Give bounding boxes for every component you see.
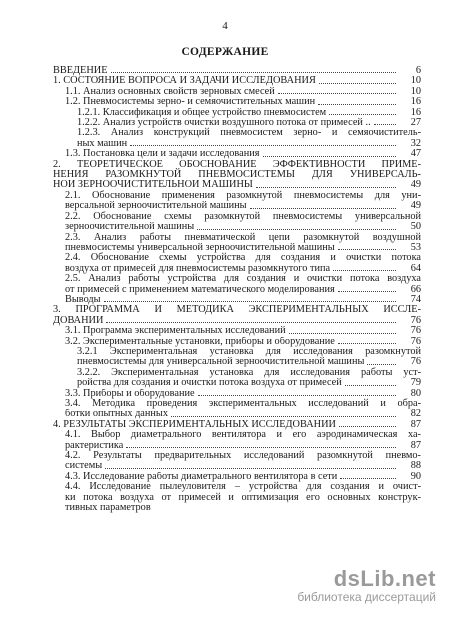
dot-leader: [367, 364, 396, 365]
dot-leader: [338, 291, 396, 292]
dot-leader: [111, 72, 396, 73]
toc-entry-text: 1.2.1. Классификация и общее устройство пневмосистем: [77, 107, 327, 118]
toc-entry-text: пневмосистемы универсальной зерноочистительной машины: [65, 242, 335, 253]
toc-entry: [53, 76, 421, 86]
watermark-subtitle: библиотека диссертаций: [297, 590, 436, 604]
toc-entry-page: 90: [410, 470, 421, 482]
toc-entry-text: 2.1. Обоснование применения разомкнутой пневмосистемы для уни-: [65, 189, 421, 201]
page-title: СОДЕРЖАНИЕ: [181, 46, 269, 58]
toc-entry: [53, 253, 421, 274]
toc-entry-page: 10: [410, 85, 421, 97]
toc-entry-text: 3.4. Методика проведения экспериментальных исследований и обра-: [65, 398, 421, 409]
toc-entry-line: [53, 316, 421, 326]
toc-entry-text: 1.2.2. Анализ устройств очистки воздушного потока от примесей ..: [77, 118, 371, 129]
toc-entry-page: 82: [410, 408, 421, 420]
toc-entry-text: ВВЕДЕНИЕ: [53, 66, 108, 76]
toc-entry-text: 3.3. Приборы и оборудование: [65, 388, 195, 399]
toc-entry-page: 53: [410, 241, 421, 253]
dot-leader: [130, 145, 396, 146]
toc-entry-text: 2. ТЕОРЕТИЧЕСКОЕ ОБОСНОВАНИЕ ЭФФЕКТИВНОСТИ ПРИМЕ-: [53, 158, 421, 170]
dot-leader: [333, 270, 396, 271]
toc-entry-text: 4.2. Результаты предварительных исследований разомкнутой пневмо-: [65, 450, 421, 462]
toc-entry-page: 74: [410, 293, 421, 305]
toc-entry-text: 1.2.3. Анализ конструкций пневмосистем зерно- и семяочиститель-: [77, 127, 421, 139]
toc-entry-text: 3.2. Экспериментальные установки, приборы и оборудование: [65, 336, 335, 347]
toc-entry-line: [65, 285, 421, 295]
toc-entry-text: НОЙ ЗЕРНООЧИСТИТЕЛЬНОЙ МАШИНЫ: [53, 180, 253, 191]
toc-entry-text: пневмосистемы для универсальной зерноочистительной машины: [77, 357, 365, 368]
dot-leader: [338, 343, 396, 344]
toc-entry: [53, 482, 421, 513]
toc-entry-text: 4.4. Исследование пылеуловителя – устройства для создания и очист-: [65, 481, 421, 493]
page-number: 4: [222, 20, 228, 32]
toc-entry-page: 27: [410, 117, 421, 129]
toc-entry-page: 88: [410, 460, 421, 472]
toc-entry-page: 49: [410, 179, 421, 191]
toc-entry-text: 3.2.1 Экспериментальная установка для исследования разомкнутой: [77, 345, 421, 357]
toc-entry-text: 2.4. Обоснование схемы устройства для создания и очистки потока: [65, 252, 421, 264]
dot-leader: [319, 83, 396, 84]
toc-entry-page: 16: [410, 106, 421, 118]
dot-leader: [338, 249, 396, 250]
table-of-contents: [53, 66, 421, 513]
toc-entry-text: 1. СОСТОЯНИЕ ВОПРОСА И ЗАДАЧИ ИССЛЕДОВАНИЯ: [53, 76, 316, 87]
dot-leader: [263, 156, 397, 157]
toc-entry-text: Выводы: [65, 294, 101, 305]
toc-entry-text: НЕНИЯ РАЗОМКНУТОЙ ПНЕВМОСИСТЕМЫ ДЛЯ УНИВЕРСАЛЬ-: [53, 169, 421, 181]
toc-entry-page: 47: [410, 148, 421, 160]
dot-leader: [256, 187, 396, 188]
toc-entry: [53, 430, 421, 451]
toc-entry-text: 1.3. Постановка цели и задачи исследования: [65, 149, 260, 160]
toc-entry-page: 50: [410, 221, 421, 233]
toc-entry-text: ройства для создания и очистки потока воздуха от примесей: [77, 378, 342, 389]
toc-entry-line: [77, 378, 421, 388]
toc-entry-text: системы: [65, 461, 103, 472]
dot-leader: [198, 395, 396, 396]
toc-entry: [53, 451, 421, 472]
toc-entry-text: 4.1. Выбор диаметрального вентилятора и его аэродинамическая ха-: [65, 429, 421, 441]
toc-entry-text: зерноочистительной машины: [65, 222, 195, 233]
watermark: [297, 566, 436, 604]
toc-entry: [53, 399, 421, 420]
dot-leader: [318, 104, 396, 105]
toc-entry: [53, 66, 421, 76]
toc-entry-line: [65, 503, 421, 513]
toc-entry-text: 1.1. Анализ основных свойств зерновых смесей: [65, 86, 275, 97]
toc-entry-page: 76: [410, 335, 421, 347]
toc-entry-page: 80: [410, 387, 421, 399]
toc-entry-text: рактеристика: [65, 440, 124, 451]
toc-entry-text: 3.1. Программа экспериментальных исследований: [65, 326, 286, 337]
dot-leader: [289, 333, 396, 334]
toc-entry-page: 76: [410, 356, 421, 368]
toc-entry-text: 2.5. Анализ работы устройства для создания и очистки потока воздуха: [65, 273, 421, 285]
toc-entry: [53, 160, 421, 191]
toc-entry-line: [65, 222, 421, 232]
dot-leader: [250, 208, 396, 209]
toc-entry-text: 1.2. Пневмосистемы зерно- и семяочистительных машин: [65, 97, 316, 108]
toc-entry: [53, 191, 421, 212]
toc-entry-text: тивных параметров: [65, 503, 151, 514]
toc-entry: [53, 274, 421, 295]
watermark-brand: dsLib.net: [333, 566, 436, 591]
toc-entry-line: [65, 461, 421, 471]
toc-entry: [53, 108, 421, 118]
toc-entry-text: 4. РЕЗУЛЬТАТЫ ЭКСПЕРИМЕНТАЛЬНЫХ ИССЛЕДОВАНИЙ: [53, 419, 336, 430]
dot-leader: [105, 468, 396, 469]
toc-entry-page: 66: [410, 283, 421, 295]
toc-entry-text: от примесей с применением математического моделирования: [65, 284, 335, 295]
toc-entry-text: ных машин: [77, 138, 128, 149]
toc-entry-text: 3. ПРОГРАММА И МЕТОДИКА ЭКСПЕРИМЕНТАЛЬНЫХ ИССЛЕ-: [53, 304, 421, 316]
toc-entry-page: 87: [410, 439, 421, 451]
dot-leader: [345, 385, 396, 386]
toc-entry-line: [65, 409, 421, 419]
dot-leader: [126, 447, 396, 448]
toc-entry-text: 2.3. Анализ работы пневматической цепи разомкнутой воздушной: [65, 231, 421, 243]
dot-leader: [106, 322, 396, 323]
dot-leader: [278, 93, 396, 94]
toc-entry-page: 49: [410, 200, 421, 212]
toc-entry-text: версальной зерноочистительной машины: [65, 201, 247, 212]
toc-entry: [53, 368, 421, 389]
toc-entry-text: ботки опытных данных: [65, 409, 168, 420]
toc-entry: [53, 347, 421, 368]
toc-entry-page: 10: [410, 75, 421, 87]
toc-entry-text: воздуха от примесей для пневмосистемы разомкнутого типа: [65, 263, 331, 274]
toc-entry: [53, 97, 421, 107]
toc-entry: [53, 212, 421, 233]
toc-entry-text: 2.2. Обоснование схемы разомкнутой пневмосистемы универсальной: [65, 210, 421, 222]
dot-leader: [374, 124, 396, 125]
toc-entry-page: 6: [415, 65, 421, 76]
toc-entry: [53, 233, 421, 254]
toc-entry-text: 4.3. Исследование работы диаметрального вентилятора в сети: [65, 471, 338, 482]
toc-entry-text: ДОВАНИЙ: [53, 315, 104, 326]
toc-entry: [53, 305, 421, 326]
toc-entry-page: 79: [410, 377, 421, 389]
dot-leader: [104, 301, 396, 302]
toc-entry-line: [77, 139, 421, 149]
toc-entry: [53, 87, 421, 97]
dot-leader: [339, 426, 396, 427]
toc-entry: [53, 128, 421, 149]
toc-entry-page: 64: [410, 262, 421, 274]
toc-entry-page: 87: [410, 418, 421, 430]
toc-entry-page: 76: [410, 314, 421, 326]
dot-leader: [197, 229, 396, 230]
dot-leader: [340, 478, 396, 479]
dot-leader: [329, 114, 396, 115]
toc-entry-page: 32: [410, 137, 421, 149]
dot-leader: [171, 416, 396, 417]
toc-entry-text: ки потока воздуха от примесей и оптимизация его основных конструк-: [65, 491, 421, 503]
toc-entry-page: 16: [410, 96, 421, 108]
toc-entry: [53, 326, 421, 336]
toc-entry-page: 76: [410, 325, 421, 337]
toc-entry-text: 3.2.2. Экспериментальная установка для исследования работы уст-: [77, 366, 421, 378]
